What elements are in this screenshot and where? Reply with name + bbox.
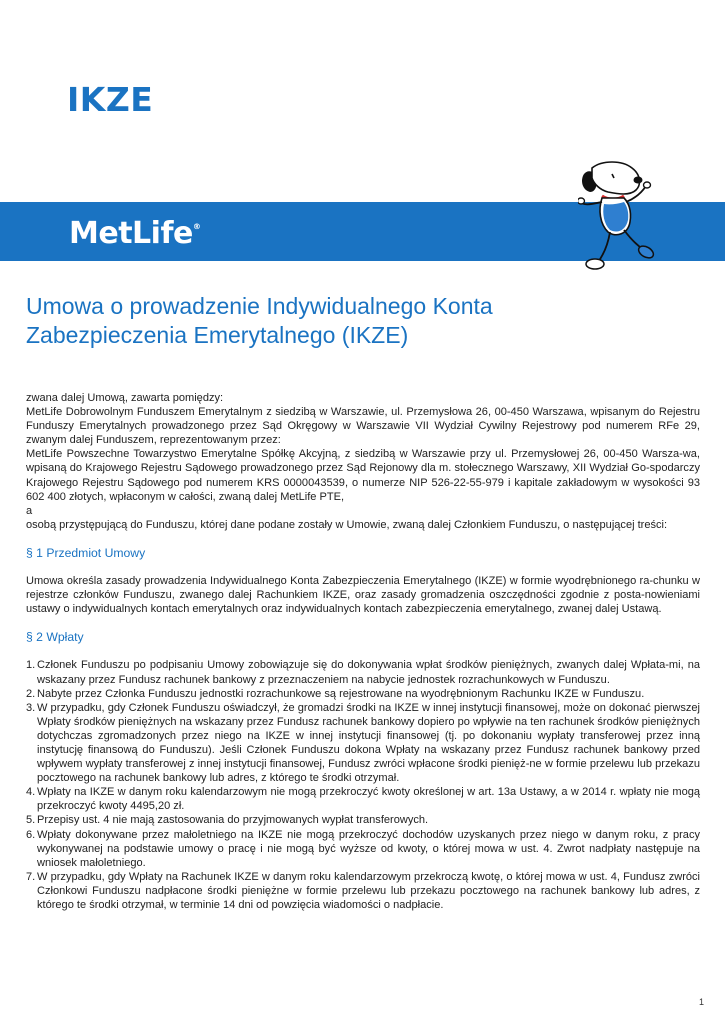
section-1-heading: § 1 Przedmiot Umowy xyxy=(26,545,146,560)
list-item xyxy=(26,813,700,827)
section-2-heading: § 2 Wpłaty xyxy=(26,630,84,645)
list-item-text: Przepisy ust. 4 nie mają zastosowania do przyjmowanych wypłat transferowych. xyxy=(37,814,429,827)
document-body xyxy=(26,391,700,912)
list-item-text: Wpłaty dokonywane przez małoletniego na IKZE nie mogą przekroczyć dochodów uzyskanych przez niego w danym roku, z pracy wykonywanej na podstawie umowy o pracę i nie mogą być wyższe od kwoty, o której mowa w ust. 4. Zwrot nadpłaty następuje na wniosek małoletniego. xyxy=(37,828,700,869)
list-item-number: 2. xyxy=(26,687,36,700)
list-item-number: 5. xyxy=(26,814,36,827)
list-item xyxy=(26,687,700,701)
title-line-2: Zabezpieczenia Emerytalnego (IKZE) xyxy=(26,322,409,348)
pte-party-paragraph: MetLife Powszechne Towarzystwo Emerytalne Spółkę Akcyjną, z siedzibą w Warszawie przy ul. Przemysłowej 26, 00-450 Warsza-wa, wpisaną do Krajowego Rejestru Sądowego prowadzonego przez Sąd Rejonowy dla m. stołecznego Warszawy, XII Wydział Go-spodarczy Krajowego Rejestru Sądowego pod numerem KRS 0000043539, o numerze NIP 526-22-55-979 i kapitale zakładowym w wysokości 93 602 400 złotych, wpłaconym w całości, zwaną dalej MetLife PTE, xyxy=(26,448,700,503)
conjunction-line: a xyxy=(26,504,33,517)
list-item-text: Wpłaty na IKZE w danym roku kalendarzowym nie mogą przekroczyć kwoty określonej w art. 13a Ustawy, a w 2014 r. wpłaty nie mogą przekroczyć kwoty 4495,20 zł. xyxy=(37,786,700,813)
registered-mark: ® xyxy=(192,222,201,231)
list-item-text: Nabyte przez Członka Funduszu jednostki rozrachunkowe są rejestrowane na wyodrębnionym Rachunku IKZE w Funduszu. xyxy=(37,687,645,700)
list-item-text: W przypadku, gdy Członek Funduszu oświadczył, że gromadzi środki na IKZE w innej instytucji finansowej, może on dokonać pierwszej Wpłaty środków pieniężnych na wskazany przez Fundusz rachunek bankowy dopiero po wpływie na ten rachunek środków pieniężnych dotychczas zgromadzonych przez niego na IKZE w innej instytucji finansowej (tj. po dokonaniu wypłaty transferowej przez inną instytucję finansową do Funduszu). Jeśli Członek Funduszu dokona Wpłaty na wskazany przez Fundusz rachunek bankowy przed wpływem wypłaty transferowej z innej instytucji finansowej, Fundusz zwróci wpłacone środki pienięż-ne w formie przelewu lub przekazu pocztowego na rachunek bankowy lub adres, z którego te środki otrzymał. xyxy=(37,701,700,785)
list-item-number: 6. xyxy=(26,828,36,841)
member-party-paragraph: osobą przystępującą do Funduszu, której dane podane zostały w Umowie, zwaną dalej Członkiem Funduszu, o następującej treści: xyxy=(26,518,668,531)
metlife-logo xyxy=(69,216,200,251)
section-1-text: Umowa określa zasady prowadzenia Indywidualnego Konta Zabezpieczenia Emerytalnego (IKZE) w formie wyodrębnionego ra-chunku w rejestrze członków Funduszu, zwanego dalej Rachunkiem IKZE, oraz zasady gromadzenia oszczędności zgodnie z posta-nowieniami ustawy o indywidualnych kontach emerytalnych oraz indywidualnych kontach zabezpieczenia emerytalnego, zwanej dalej Ustawą. xyxy=(26,575,700,616)
list-item xyxy=(26,785,700,813)
intro-line: zwana dalej Umową, zawarta pomiędzy: xyxy=(26,392,224,404)
agreement-title xyxy=(26,292,586,350)
list-item-text: Członek Funduszu po podpisaniu Umowy zobowiązuje się do dokonywania wpłat środków pieniężnych, zwanych dalej Wpłata-mi, na wskazany przez Fundusz rachunek bankowy z przeznaczeniem na nabycie jednostek rozrachunkowych w Funduszu. xyxy=(37,659,700,686)
payments-list xyxy=(26,658,700,912)
list-item xyxy=(26,870,700,912)
list-item-number: 7. xyxy=(26,870,36,883)
list-item-number: 1. xyxy=(26,659,36,672)
list-item xyxy=(26,658,700,686)
fund-party-paragraph: MetLife Dobrowolnym Funduszem Emerytalnym z siedzibą w Warszawie, ul. Przemysłowa 26, 00-450 Warszawa, wpisanym do Rejestru Funduszy Emerytalnych prowadzonego przez Sąd Okręgowy w Warszawie VII Wydział Cywilny Rejestrowy pod numerem RFe 29, zwanym dalej Funduszem, reprezentowanym przez: xyxy=(26,406,700,447)
list-item xyxy=(26,701,700,786)
page-number: 1 xyxy=(698,997,704,1007)
list-item-number: 3. xyxy=(26,701,36,714)
title-line-1: Umowa o prowadzenie Indywidualnego Konta xyxy=(26,293,493,319)
list-item-number: 4. xyxy=(26,786,36,799)
logo-text: MetLife xyxy=(69,216,193,251)
list-item-text: W przypadku, gdy Wpłaty na Rachunek IKZE w danym roku kalendarzowym przekroczą kwotę, o której mowa w ust. 4, Fundusz zwróci Członkowi Funduszu nadpłacone środki pieniężne w formie przelewu lub przekazu pocztowego na rachunek bankowy lub adres, z którego te środki otrzymał, w terminie 14 dni od powzięcia wiadomości o nadpłacie. xyxy=(37,870,700,911)
document-label: IKZE xyxy=(67,80,154,119)
snoopy-mascot-icon xyxy=(578,158,658,273)
list-item xyxy=(26,828,700,870)
